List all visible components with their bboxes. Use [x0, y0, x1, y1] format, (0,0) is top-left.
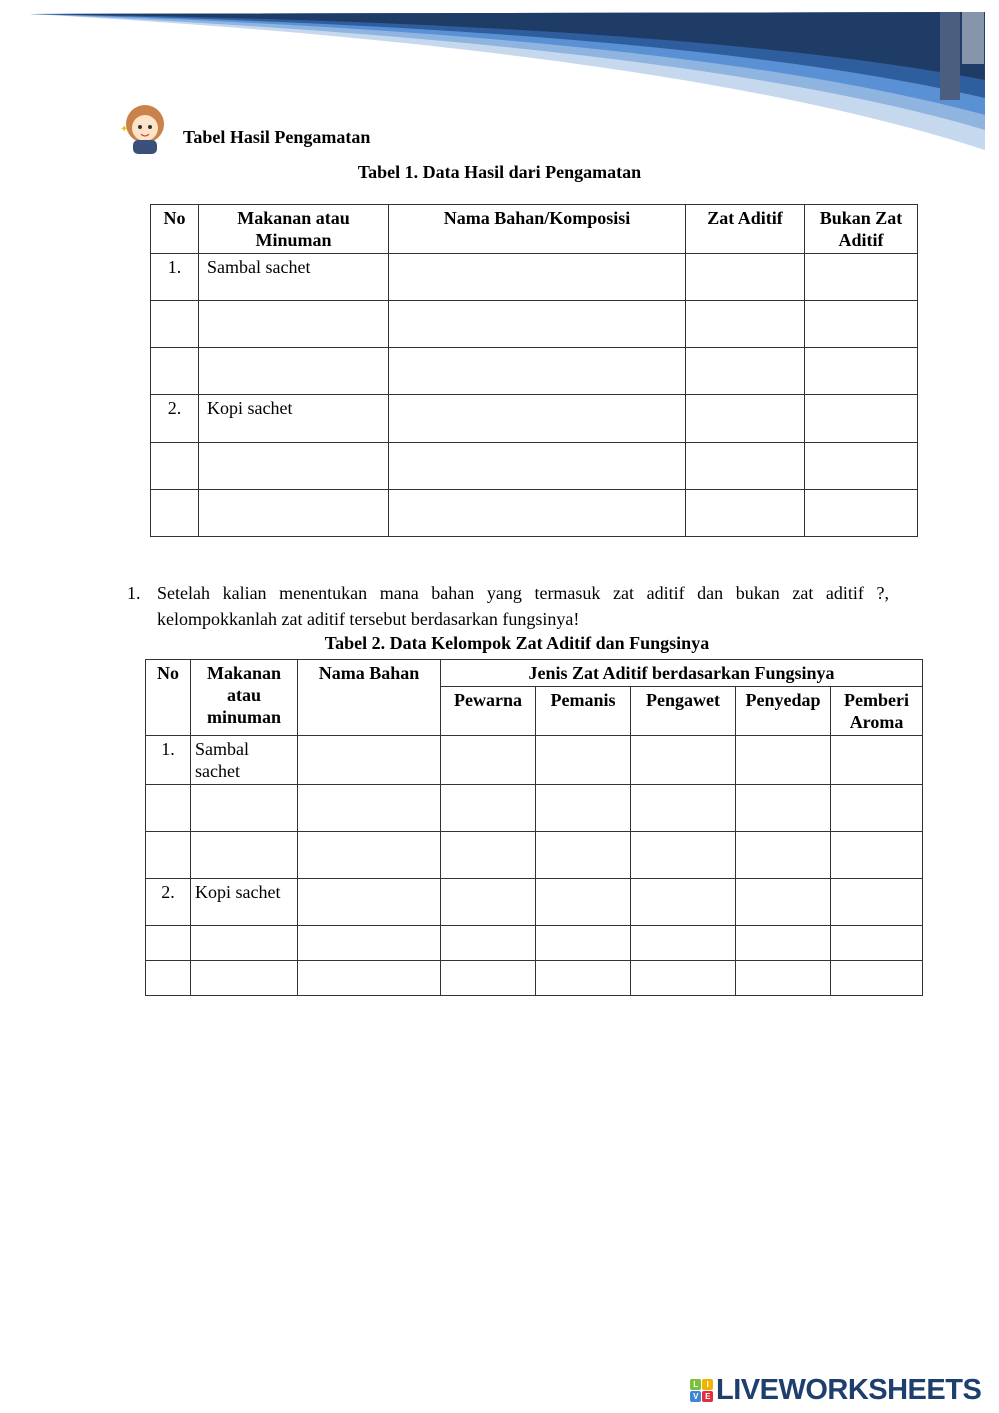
row-item	[191, 961, 298, 996]
question-line-2: kelompokkanlah zat aditif tersebut berdasarkan fungsinya!	[157, 609, 580, 629]
row-item: Sambal sachet	[199, 254, 389, 301]
answer-cell[interactable]	[805, 443, 918, 490]
table1-caption: Tabel 1. Data Hasil dari Pengamatan	[357, 162, 642, 182]
answer-cell[interactable]	[631, 736, 736, 785]
answer-cell[interactable]	[389, 490, 686, 537]
answer-cell[interactable]	[805, 490, 918, 537]
table-row	[146, 961, 923, 996]
table-row	[146, 736, 923, 785]
answer-cell[interactable]	[441, 961, 536, 996]
answer-cell[interactable]	[831, 736, 923, 785]
answer-cell[interactable]	[298, 785, 441, 832]
table-row	[151, 490, 918, 537]
answer-cell[interactable]	[441, 879, 536, 926]
header-colorant: Pewarna	[441, 687, 536, 736]
header-sweetener: Pemanis	[536, 687, 631, 736]
header-flavor-enhancer: Penyedap	[736, 687, 831, 736]
answer-cell[interactable]	[389, 254, 686, 301]
row-item: Sambal sachet	[191, 736, 298, 785]
answer-cell[interactable]	[736, 785, 831, 832]
row-number: 2.	[146, 879, 191, 926]
answer-cell[interactable]	[805, 301, 918, 348]
answer-cell[interactable]	[389, 301, 686, 348]
row-number: 1.	[151, 254, 199, 301]
answer-cell[interactable]	[631, 926, 736, 961]
table-row	[146, 926, 923, 961]
row-item	[199, 443, 389, 490]
row-number	[146, 926, 191, 961]
header-additive-type: Jenis Zat Aditif berdasarkan Fungsinya	[441, 660, 923, 687]
table-row	[151, 301, 918, 348]
answer-cell[interactable]	[298, 832, 441, 879]
logo-letter: L	[690, 1379, 701, 1390]
question-number: 1.	[127, 583, 141, 603]
answer-cell[interactable]	[736, 961, 831, 996]
answer-cell[interactable]	[686, 301, 805, 348]
header-food-drink: Makanan atau Minuman	[199, 205, 389, 254]
row-number	[146, 785, 191, 832]
row-number	[151, 443, 199, 490]
answer-cell[interactable]	[441, 785, 536, 832]
answer-cell[interactable]	[389, 395, 686, 443]
answer-cell[interactable]	[686, 254, 805, 301]
answer-cell[interactable]	[686, 443, 805, 490]
answer-cell[interactable]	[686, 348, 805, 395]
answer-cell[interactable]	[736, 832, 831, 879]
answer-cell[interactable]	[441, 926, 536, 961]
answer-cell[interactable]	[736, 879, 831, 926]
row-number: 1.	[146, 736, 191, 785]
answer-cell[interactable]	[441, 736, 536, 785]
header-no: No	[146, 660, 191, 736]
answer-cell[interactable]	[805, 348, 918, 395]
row-number	[151, 301, 199, 348]
row-number	[146, 961, 191, 996]
live-squares-icon	[690, 1379, 713, 1402]
row-item: Kopi sachet	[199, 395, 389, 443]
row-item	[199, 490, 389, 537]
answer-cell[interactable]	[631, 879, 736, 926]
answer-cell[interactable]	[536, 926, 631, 961]
answer-cell[interactable]	[831, 879, 923, 926]
logo-letter: V	[690, 1391, 701, 1402]
table-additive-functions	[145, 659, 923, 996]
table2-caption: Tabel 2. Data Kelompok Zat Aditif dan Fungsinya	[324, 633, 710, 653]
row-number	[151, 490, 199, 537]
student-avatar-icon	[118, 102, 168, 154]
answer-cell[interactable]	[631, 832, 736, 879]
answer-cell[interactable]	[631, 785, 736, 832]
table-row	[146, 832, 923, 879]
answer-cell[interactable]	[536, 785, 631, 832]
answer-cell[interactable]	[389, 443, 686, 490]
answer-cell[interactable]	[536, 879, 631, 926]
row-item	[191, 832, 298, 879]
answer-cell[interactable]	[736, 736, 831, 785]
svg-text:✦: ✦	[120, 124, 129, 135]
answer-cell[interactable]	[441, 832, 536, 879]
row-item	[191, 785, 298, 832]
answer-cell[interactable]	[805, 254, 918, 301]
answer-cell[interactable]	[686, 395, 805, 443]
table-observation-results	[150, 204, 918, 537]
header-preservative: Pengawet	[631, 687, 736, 736]
answer-cell[interactable]	[831, 961, 923, 996]
section-heading: Tabel Hasil Pengamatan	[183, 127, 371, 147]
row-item	[199, 301, 389, 348]
answer-cell[interactable]	[298, 736, 441, 785]
header-ingredients: Nama Bahan/Komposisi	[389, 205, 686, 254]
header-ingredient-name: Nama Bahan	[298, 660, 441, 736]
question-1	[127, 580, 889, 632]
row-number: 2.	[151, 395, 199, 443]
answer-cell[interactable]	[389, 348, 686, 395]
table-row	[146, 785, 923, 832]
liveworksheets-logo	[690, 1374, 981, 1407]
row-item	[199, 348, 389, 395]
table-row	[151, 395, 918, 443]
answer-cell[interactable]	[831, 785, 923, 832]
logo-text: LIVEWORKSHEETS	[716, 1374, 982, 1406]
table-row	[151, 348, 918, 395]
row-item: Kopi sachet	[191, 879, 298, 926]
table-row	[151, 443, 918, 490]
answer-cell[interactable]	[298, 879, 441, 926]
header-aroma: Pemberi Aroma	[831, 687, 923, 736]
table-row	[151, 254, 918, 301]
header-food-drink: Makanan atau minuman	[191, 660, 298, 736]
question-line-1: Setelah kalian menentukan mana bahan yang termasuk zat aditif dan bukan zat aditif ?,	[157, 583, 889, 603]
answer-cell[interactable]	[831, 926, 923, 961]
logo-letter: I	[702, 1379, 713, 1390]
answer-cell[interactable]	[686, 490, 805, 537]
answer-cell[interactable]	[536, 736, 631, 785]
answer-cell[interactable]	[536, 961, 631, 996]
row-item	[191, 926, 298, 961]
answer-cell[interactable]	[631, 961, 736, 996]
answer-cell[interactable]	[831, 832, 923, 879]
table-row	[146, 879, 923, 926]
row-number	[146, 832, 191, 879]
header-additive: Zat Aditif	[686, 205, 805, 254]
answer-cell[interactable]	[805, 395, 918, 443]
logo-letter: E	[702, 1391, 713, 1402]
answer-cell[interactable]	[736, 926, 831, 961]
answer-cell[interactable]	[536, 832, 631, 879]
answer-cell[interactable]	[298, 961, 441, 996]
header-non-additive: Bukan Zat Aditif	[805, 205, 918, 254]
header-no: No	[151, 205, 199, 254]
row-number	[151, 348, 199, 395]
answer-cell[interactable]	[298, 926, 441, 961]
